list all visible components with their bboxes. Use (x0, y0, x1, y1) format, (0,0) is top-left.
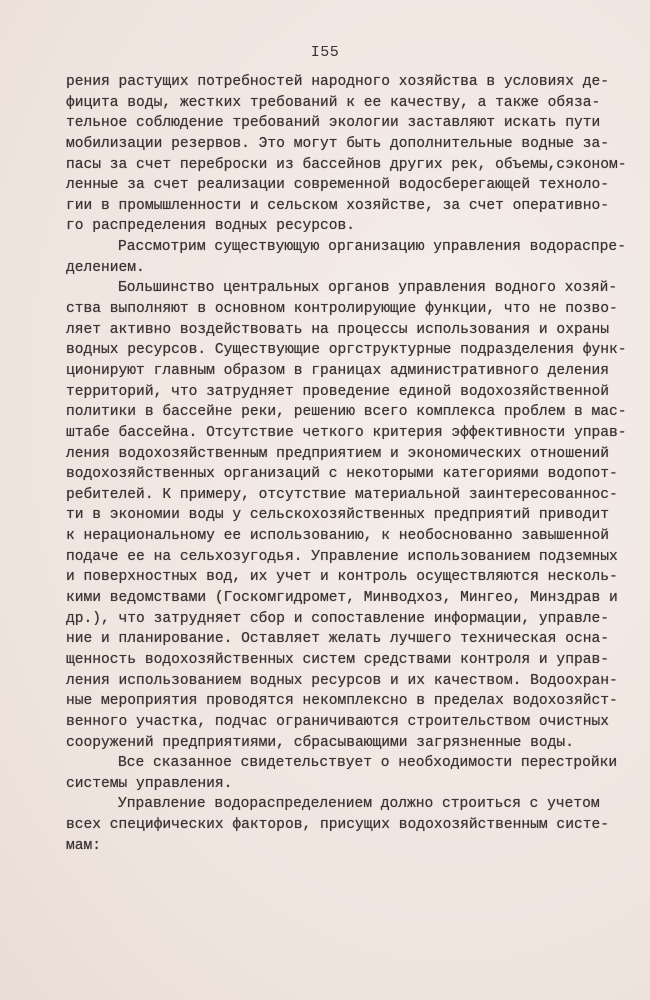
text-line: делением. (66, 259, 145, 276)
text-line: Управление водораспределением должно строиться с учетом (118, 796, 600, 813)
text-line: ления использованием водных ресурсов и их качеством. Водоохран- (66, 672, 618, 689)
text-line: Рассмотрим существующую организацию управления водораспре- (118, 239, 626, 256)
text-line: пасы за счет переброски из бассейнов других рек, объемы,сэконом- (66, 156, 627, 173)
text-line: ти в экономии воды у сельскохозяйственных предприятий приводит (66, 507, 609, 524)
text-line: венного участка, подчас ограничиваются строительством очистных (66, 713, 609, 730)
text-line: ления водохозяйственным предприятием и экономических отношений (66, 445, 609, 462)
text-line: штабе бассейна. Отсутствие четкого критерия эффективности управ- (66, 424, 627, 441)
text-line: системы управления. (66, 775, 233, 792)
text-line: ленные за счет реализации современной водосберегающей техноло- (66, 177, 609, 194)
text-line: ляет активно воздействовать на процессы использования и охраны (66, 321, 609, 338)
text-line: политики в бассейне реки, решению всего комплекса проблем в мас- (66, 404, 627, 421)
page-number: I55 (310, 44, 340, 61)
paragraph (66, 72, 636, 237)
text-line: щенность водохозяйственных систем средствами контроля и управ- (66, 651, 609, 668)
text-line: ние и планирование. Оставляет желать лучшего техническая осна- (66, 631, 609, 648)
text-line: фицита воды, жестких требований к ее качеству, а также обяза- (66, 94, 601, 111)
text-line: ные мероприятия проводятся некомплексно в пределах водохозяйст- (66, 693, 618, 710)
text-line: го распределения водных ресурсов. (66, 218, 356, 235)
paragraph (66, 794, 636, 856)
text-line: гии в промышленности и сельском хозяйстве, за счет оперативно- (66, 197, 609, 214)
text-line: ребителей. К примеру, отсутствие материальной заинтересованнос- (66, 486, 618, 503)
text-line: тельное соблюдение требований экологии заставляют искать пути (66, 115, 601, 132)
text-line: кими ведомствами (Госкомгидромет, Минводхоз, Мингео, Минздрав и (66, 590, 618, 607)
paragraph (66, 278, 636, 753)
text-line: мобилизации резервов. Это могут быть дополнительные водные за- (66, 135, 609, 152)
text-line: ства выполняют в основном контролирующие функции, что не позво- (66, 301, 618, 318)
text-line: территорий, что затрудняет проведение единой водохозяйственной (66, 383, 609, 400)
text-line: водохозяйственных организаций с некоторыми категориями водопот- (66, 466, 618, 483)
body-text (66, 72, 636, 856)
text-line: подаче ее на сельхозугодья. Управление использованием подземных (66, 548, 618, 565)
text-line: к нерациональному ее использованию, к необоснованно завышенной (66, 528, 609, 545)
text-line: мам: (66, 837, 102, 854)
text-line: рения растущих потребностей народного хозяйства в условиях де- (66, 74, 609, 90)
text-line: сооружений предприятиями, сбрасывающими загрязненные воды. (66, 734, 574, 751)
text-line: Все сказанное свидетельствует о необходимости перестройки (118, 755, 618, 772)
text-line: всех специфических факторов, присущих водохозяйственным систе- (66, 817, 609, 834)
text-line: ционируют главным образом в границах административного деления (66, 362, 609, 379)
text-line: и поверхностных вод, их учет и контроль осуществляются несколь- (66, 569, 618, 586)
paragraph (66, 753, 636, 794)
text-line: Большинство центральных органов управления водного хозяй- (118, 280, 618, 297)
text-line: др.), что затрудняет сбор и сопоставление информации, управле- (66, 610, 609, 627)
paragraph (66, 237, 636, 278)
text-line: водных ресурсов. Существующие оргструктурные подразделения функ- (66, 342, 627, 359)
